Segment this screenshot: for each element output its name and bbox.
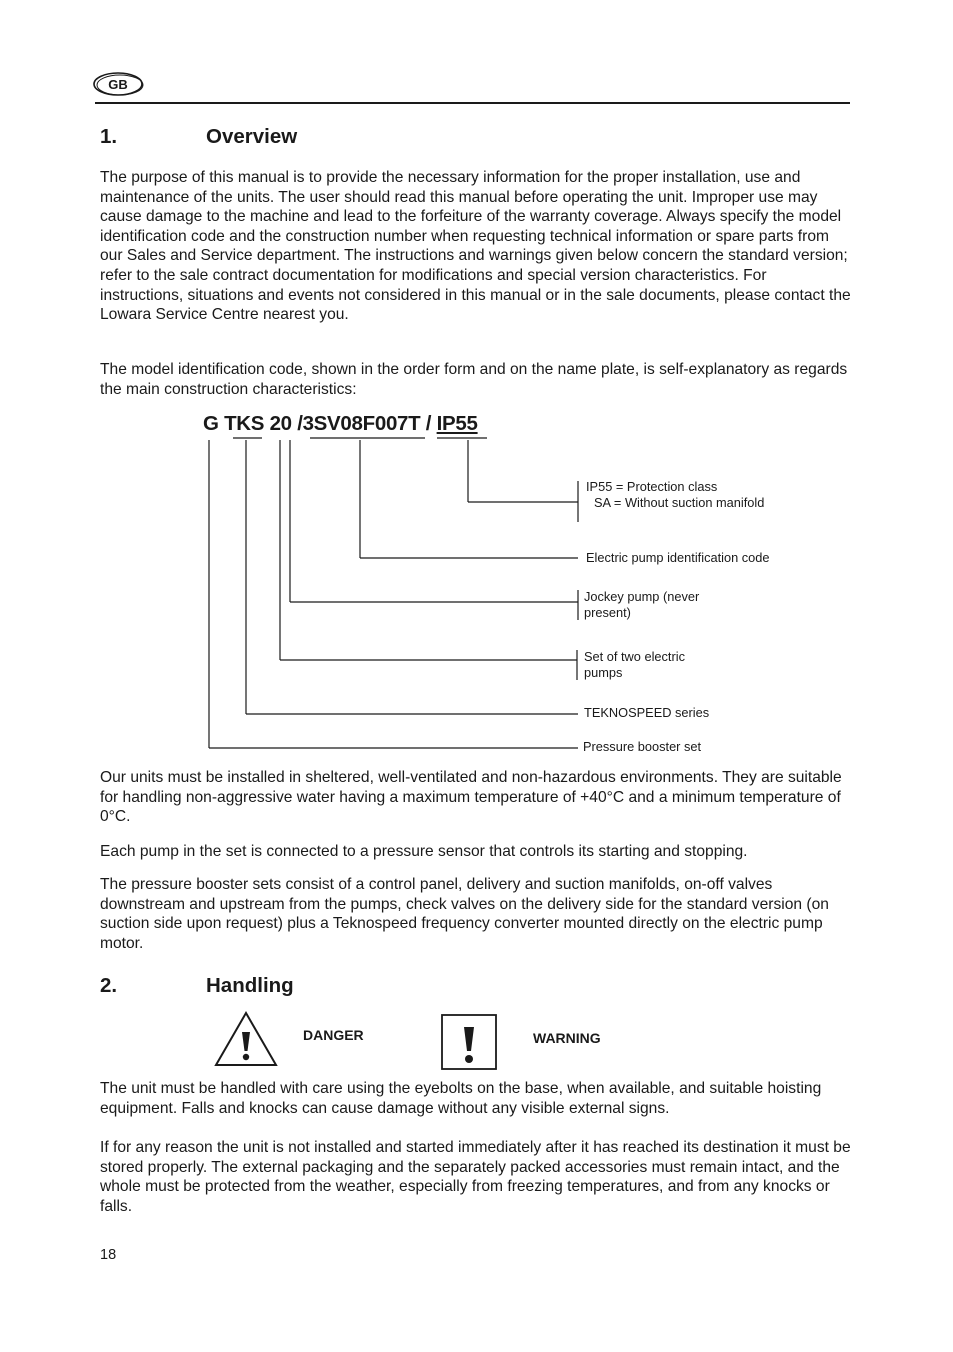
overview-paragraph-4: Each pump in the set is connected to a pressure sensor that controls its starting and stopping. [100,843,748,860]
code-20: 20 [269,412,292,435]
label-sa: SA = Without suction manifold [594,495,765,510]
code-ip: IP55 [436,412,478,435]
section1-number: 1. [100,125,118,148]
label-set-two-line1: Set of two electric [584,649,685,664]
label-booster-set: Pressure booster set [583,739,702,754]
handling-paragraph-2: If for any reason the unit is not installed and started immediately after it has reached its destination it must be stored properly. The external packaging and the separately packed accessories must remain intact, and the whole must be protected from the weather, especially from freezing temperatures, and from any knocks or falls. [100,1139,851,1215]
code-separator: / [425,412,432,435]
overview-paragraph-2: The model identification code, shown in the order form and on the name plate, is self-explanatory as regards the main construction characteristics: [100,361,848,398]
label-jockey-line2: present) [584,605,631,620]
section2-number: 2. [100,974,118,997]
overview-paragraph-3: Our units must be installed in sheltered, well-ventilated and non-hazardous environments. They are suitable for handling non-aggressive water having a maximum temperature of +40°C and a minimum temperature of 0°C. [100,769,842,826]
danger-triangle-icon [213,1010,279,1068]
code-model: /3SV08F007T [297,412,421,435]
warning-label: WARNING [533,1030,601,1046]
danger-label: DANGER [303,1027,364,1043]
overview-paragraph-1: The purpose of this manual is to provide the necessary information for the proper installation, use and maintenance of the units. The user should read this manual before operating the unit. Improper use may cause damage to the machine and lead to the forfeiture of the warranty coverage. Always specify the model identification code and the construction number when requesting technical information or spare parts from our Sales and Service department. The instructions and warnings given below concern the standard version; refer to the sale contract documentation for modifications and special version characteristics. For instructions, situations and events not considered in this manual or in the sale documents, please contact the Lowara Service Centre nearest you. [100,169,851,324]
label-ip55: IP55 = Protection class [586,479,718,494]
label-set-two-line2: pumps [584,665,623,680]
label-electric-pump-code: Electric pump identification code [586,550,770,565]
label-teknospeed: TEKNOSPEED series [584,705,710,720]
code-tks: TKS [224,412,265,435]
overview-paragraph-5: The pressure booster sets consist of a control panel, delivery and suction manifolds, on-off valves downstream and upstream from the pumps, check valves on the delivery side for the standard version (on suction side upon request) plus a Teknospeed frequency converter mounted directly on the electric pump motor. [100,876,829,952]
warning-exclamation-icon [440,1013,498,1071]
section2-title: Handling [206,974,294,997]
code-g: G [203,412,219,435]
handling-paragraph-1: The unit must be handled with care using the eyebolts on the base, when available, and suitable hoisting equipment. Falls and knocks can cause damage without any visible external signs. [100,1080,822,1117]
page-number: 18 [100,1247,117,1263]
label-jockey-line1: Jockey pump (never [584,589,700,604]
gb-badge-text: GB [108,77,128,92]
section1-title: Overview [206,125,298,148]
